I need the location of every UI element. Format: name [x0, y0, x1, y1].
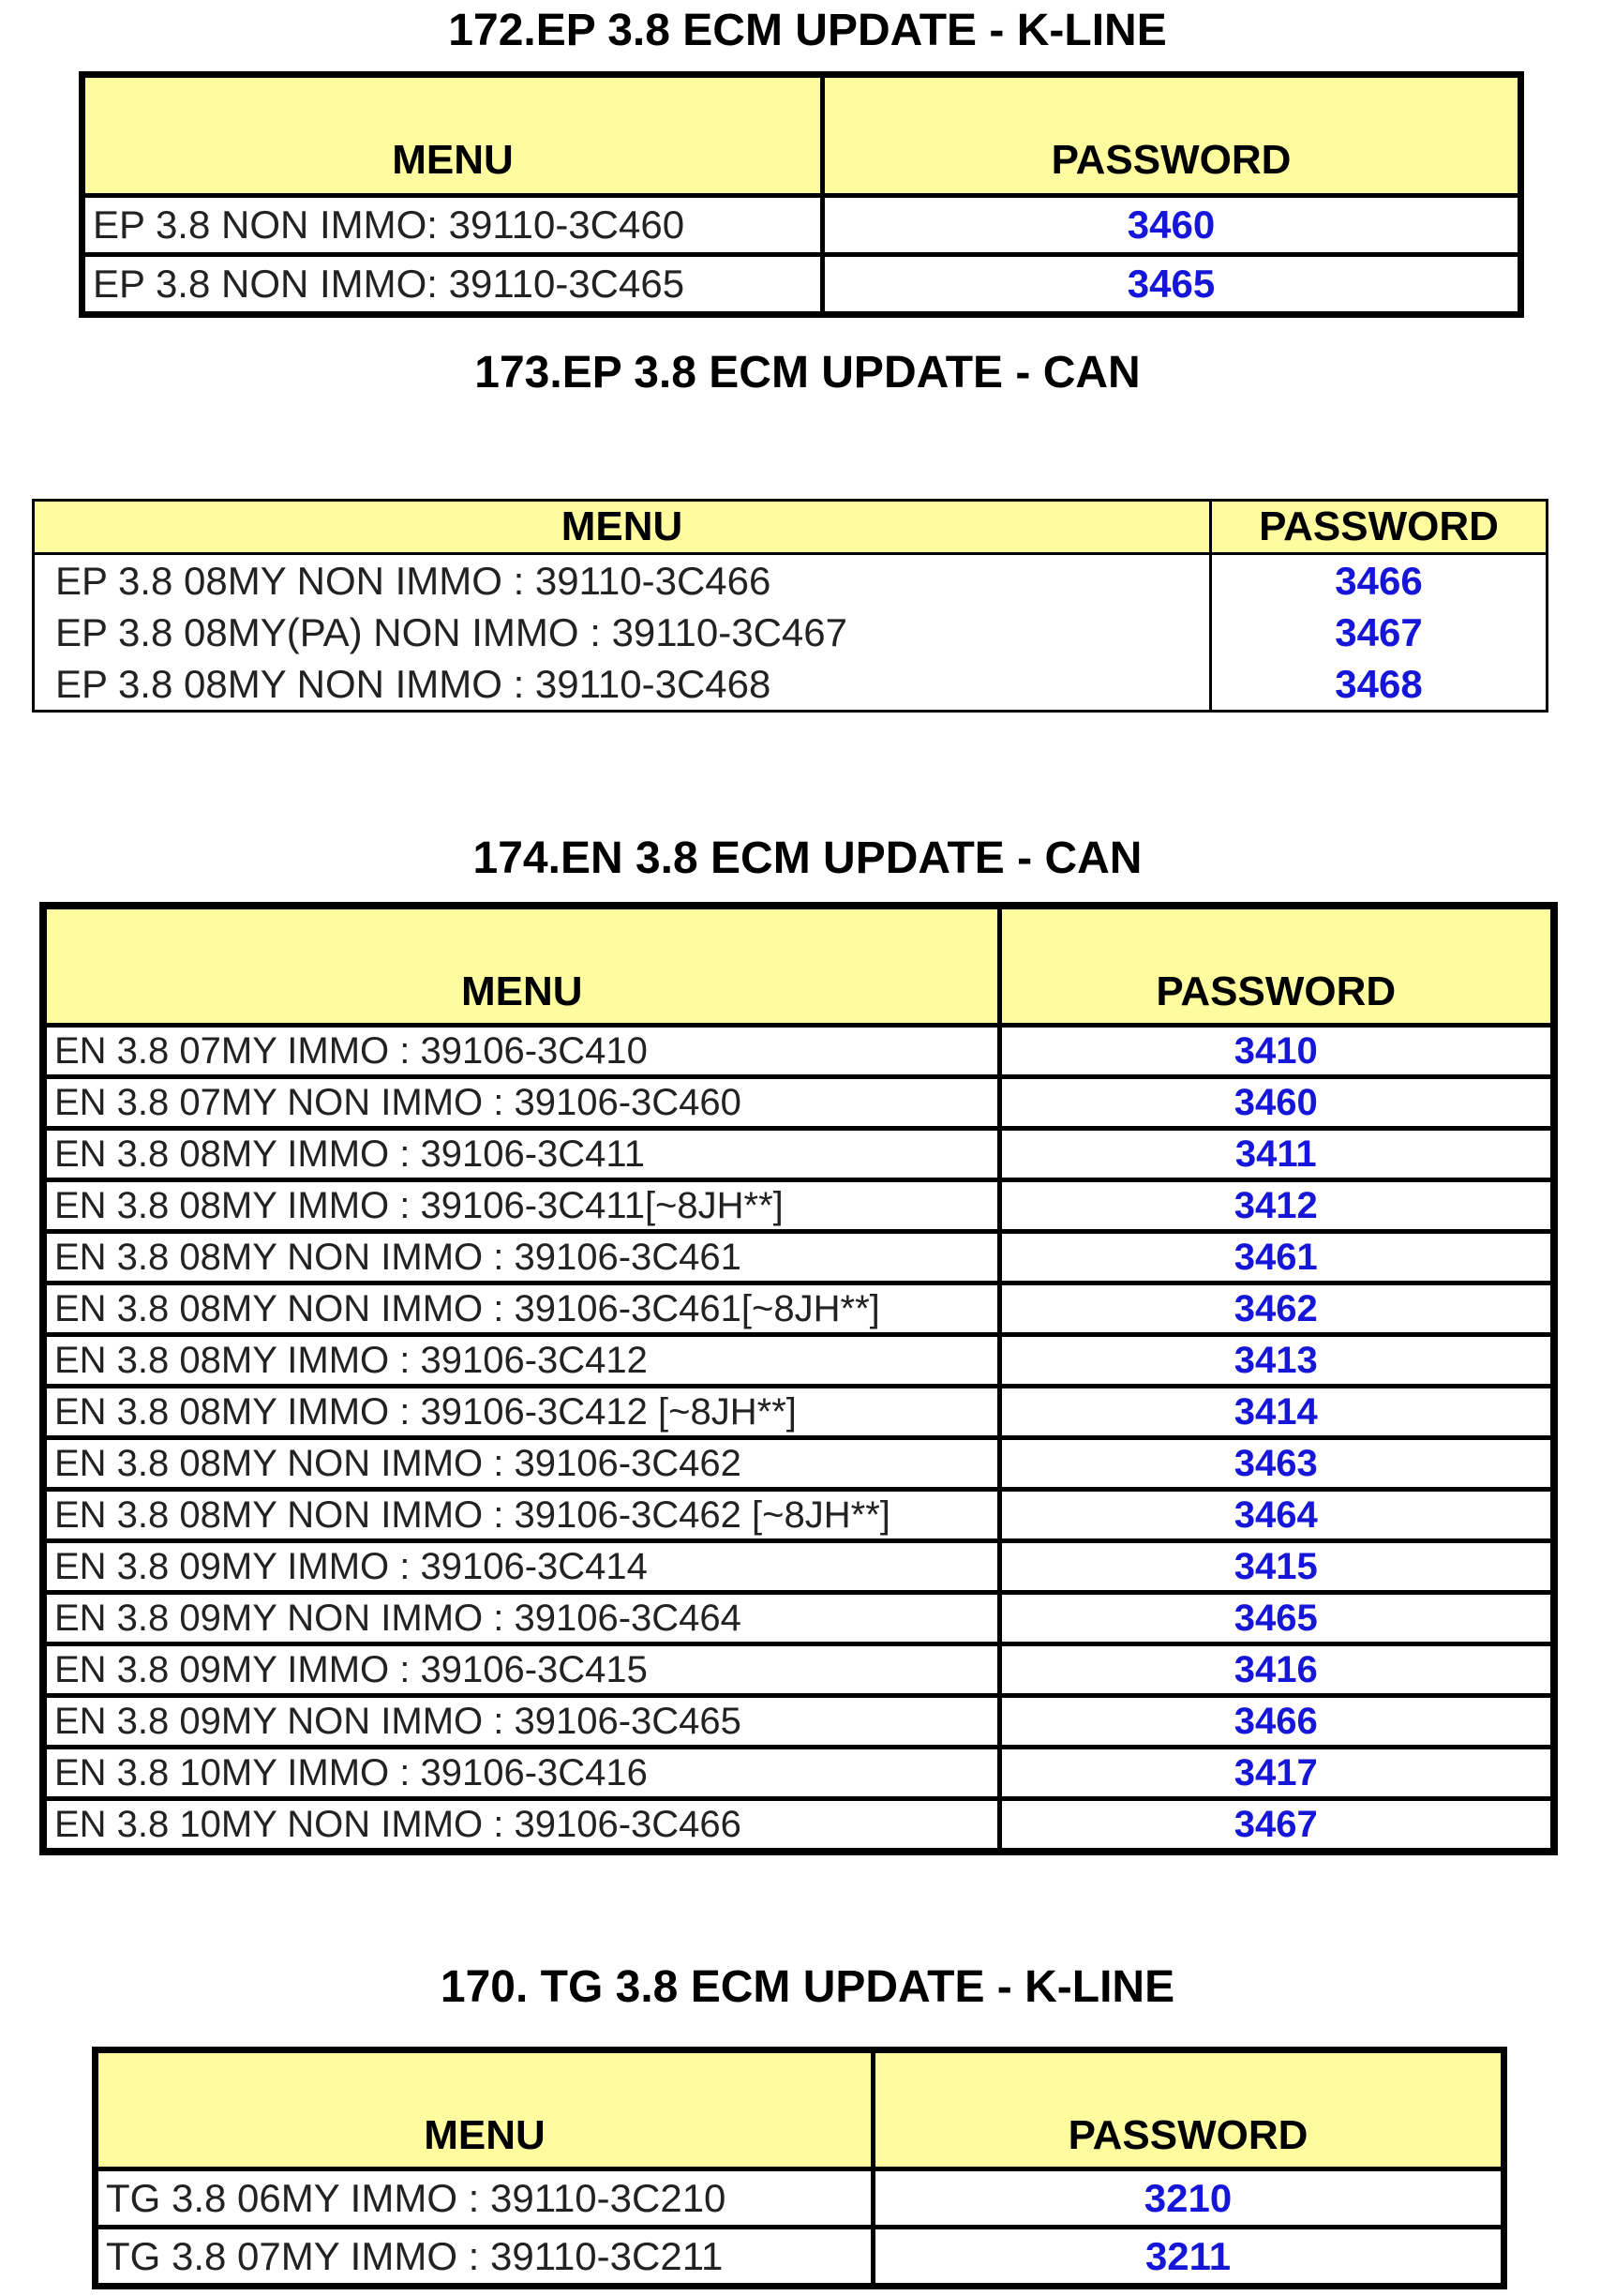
table-header-row	[34, 501, 1548, 554]
column-header-menu: MENU	[34, 501, 1211, 554]
password-cell: 3417	[999, 1748, 1554, 1799]
table-row	[34, 607, 1548, 658]
menu-cell: EP 3.8 08MY NON IMMO : 39110-3C466	[34, 554, 1211, 608]
table-row	[43, 1490, 1554, 1541]
column-header-password: PASSWORD	[999, 906, 1554, 1026]
table-row	[43, 1644, 1554, 1696]
menu-cell: TG 3.8 06MY IMMO : 39110-3C210	[96, 2169, 874, 2228]
menu-cell: EN 3.8 10MY NON IMMO : 39106-3C466	[43, 1799, 999, 1853]
section-title-173: 173.EP 3.8 ECM UPDATE - CAN	[474, 348, 1141, 398]
password-cell: 3465	[823, 255, 1521, 315]
table-row	[43, 1129, 1554, 1180]
table-row	[43, 1748, 1554, 1799]
password-cell: 3411	[999, 1129, 1554, 1180]
table-row	[43, 1335, 1554, 1387]
password-cell: 3464	[999, 1490, 1554, 1541]
menu-cell: EN 3.8 08MY NON IMMO : 39106-3C462 [~8JH**]	[43, 1490, 999, 1541]
password-cell: 3460	[823, 196, 1521, 255]
table-row	[43, 1026, 1554, 1077]
password-cell: 3414	[999, 1387, 1554, 1438]
password-cell: 3210	[874, 2169, 1504, 2228]
password-cell: 3413	[999, 1335, 1554, 1387]
menu-cell: EP 3.8 08MY(PA) NON IMMO : 39110-3C467	[34, 607, 1211, 658]
menu-cell: EN 3.8 10MY IMMO : 39106-3C416	[43, 1748, 999, 1799]
menu-cell: EN 3.8 08MY IMMO : 39106-3C412	[43, 1335, 999, 1387]
password-cell: 3410	[999, 1026, 1554, 1077]
table-en38-can	[39, 902, 1558, 1855]
menu-cell: EN 3.8 08MY IMMO : 39106-3C412 [~8JH**]	[43, 1387, 999, 1438]
table-row	[43, 1799, 1554, 1853]
password-cell: 3466	[1211, 554, 1548, 608]
menu-cell: EN 3.8 07MY IMMO : 39106-3C410	[43, 1026, 999, 1077]
menu-cell: EN 3.8 09MY NON IMMO : 39106-3C464	[43, 1593, 999, 1644]
table-row	[43, 1077, 1554, 1129]
table-header-row	[96, 2050, 1504, 2169]
table-tg38-kline	[92, 2047, 1507, 2289]
password-cell: 3468	[1211, 658, 1548, 712]
password-cell: 3466	[999, 1696, 1554, 1748]
menu-cell: EN 3.8 07MY NON IMMO : 39106-3C460	[43, 1077, 999, 1129]
menu-cell: EN 3.8 08MY NON IMMO : 39106-3C462	[43, 1438, 999, 1490]
table-row	[34, 658, 1548, 712]
table-row	[43, 1541, 1554, 1593]
table-row	[43, 1593, 1554, 1644]
table-row	[43, 1232, 1554, 1283]
table-row	[96, 2228, 1504, 2287]
table-row	[96, 2169, 1504, 2228]
column-header-menu: MENU	[43, 906, 999, 1026]
column-header-menu: MENU	[82, 75, 823, 196]
table-row	[43, 1696, 1554, 1748]
menu-cell: EP 3.8 NON IMMO: 39110-3C465	[82, 255, 823, 315]
table-row	[43, 1180, 1554, 1232]
password-cell: 3415	[999, 1541, 1554, 1593]
password-cell: 3465	[999, 1593, 1554, 1644]
password-cell: 3467	[1211, 607, 1548, 658]
password-cell: 3463	[999, 1438, 1554, 1490]
section-title-172: 172.EP 3.8 ECM UPDATE - K-LINE	[448, 6, 1167, 55]
table-row	[43, 1283, 1554, 1335]
password-cell: 3461	[999, 1232, 1554, 1283]
menu-cell: EN 3.8 08MY NON IMMO : 39106-3C461	[43, 1232, 999, 1283]
column-header-password: PASSWORD	[1211, 501, 1548, 554]
table-row	[82, 255, 1521, 315]
table-row	[43, 1438, 1554, 1490]
password-cell: 3460	[999, 1077, 1554, 1129]
menu-cell: EP 3.8 08MY NON IMMO : 39110-3C468	[34, 658, 1211, 712]
menu-cell: EN 3.8 09MY IMMO : 39106-3C414	[43, 1541, 999, 1593]
password-cell: 3416	[999, 1644, 1554, 1696]
column-header-password: PASSWORD	[874, 2050, 1504, 2169]
menu-cell: EN 3.8 08MY IMMO : 39106-3C411[~8JH**]	[43, 1180, 999, 1232]
table-row	[82, 196, 1521, 255]
menu-cell: EN 3.8 09MY IMMO : 39106-3C415	[43, 1644, 999, 1696]
menu-cell: EN 3.8 08MY NON IMMO : 39106-3C461[~8JH**]	[43, 1283, 999, 1335]
column-header-password: PASSWORD	[823, 75, 1521, 196]
menu-cell: EN 3.8 08MY IMMO : 39106-3C411	[43, 1129, 999, 1180]
table-row	[34, 554, 1548, 608]
table-header-row	[43, 906, 1554, 1026]
menu-cell: TG 3.8 07MY IMMO : 39110-3C211	[96, 2228, 874, 2287]
menu-cell: EN 3.8 09MY NON IMMO : 39106-3C465	[43, 1696, 999, 1748]
password-cell: 3412	[999, 1180, 1554, 1232]
column-header-menu: MENU	[96, 2050, 874, 2169]
table-row	[43, 1387, 1554, 1438]
password-cell: 3462	[999, 1283, 1554, 1335]
password-cell: 3211	[874, 2228, 1504, 2287]
password-cell: 3467	[999, 1799, 1554, 1853]
menu-cell: EP 3.8 NON IMMO: 39110-3C460	[82, 196, 823, 255]
section-title-170: 170. TG 3.8 ECM UPDATE - K-LINE	[440, 1962, 1175, 2012]
table-ep38-can	[32, 499, 1548, 713]
table-ep38-kline	[79, 71, 1524, 318]
table-header-row	[82, 75, 1521, 196]
section-title-174: 174.EN 3.8 ECM UPDATE - CAN	[472, 833, 1143, 883]
